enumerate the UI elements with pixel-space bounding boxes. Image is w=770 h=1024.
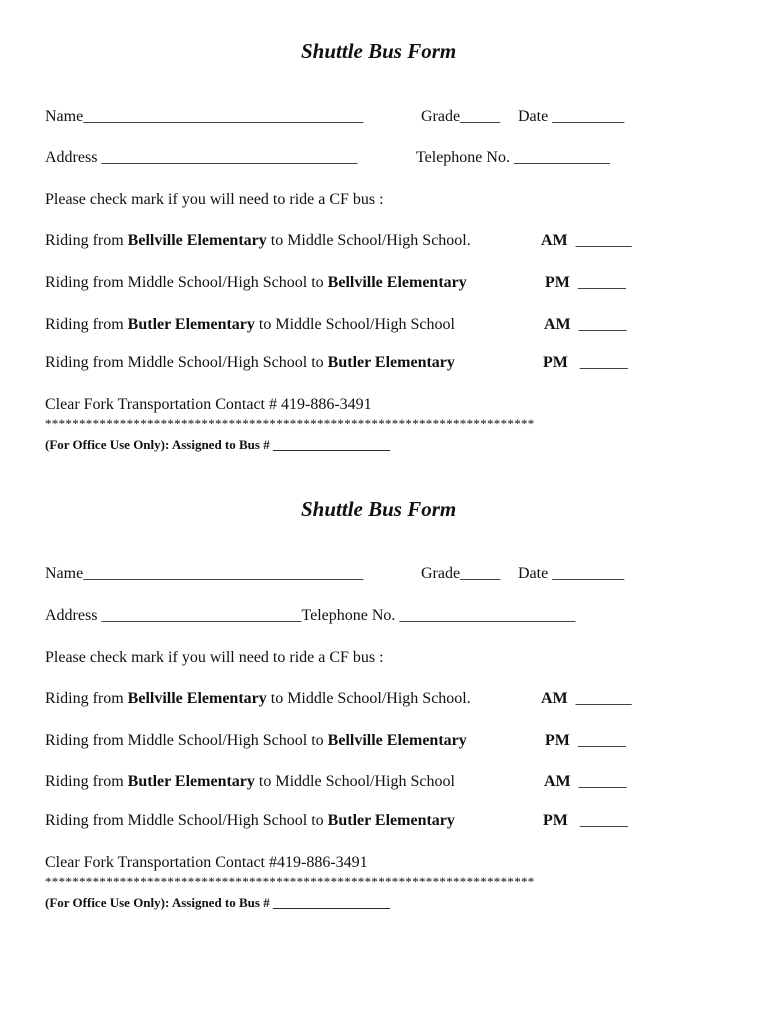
route-option-label: Riding from Butler Elementary to Middle School/High School bbox=[45, 316, 455, 333]
route-option-label: Riding from Middle School/High School to Butler Elementary bbox=[45, 812, 455, 829]
route-checkbox[interactable]: PM ______ bbox=[543, 812, 628, 829]
instruction-text: Please check mark if you will need to ride a CF bus : bbox=[45, 191, 384, 208]
route-checkbox[interactable]: AM ______ bbox=[544, 316, 627, 333]
route-option-label: Riding from Middle School/High School to Bellville Elementary bbox=[45, 274, 467, 291]
form-title: Shuttle Bus Form bbox=[301, 39, 457, 63]
telephone-field[interactable]: Telephone No. ______________________ bbox=[301, 607, 576, 624]
name-field[interactable]: Name___________________________________ bbox=[45, 565, 364, 582]
date-field[interactable]: Date _________ bbox=[518, 565, 625, 582]
address-field[interactable]: Address _________________________Telephone No. ______________________ bbox=[45, 607, 576, 624]
route-option-label: Riding from Bellville Elementary to Middle School/High School. bbox=[45, 232, 471, 249]
separator-line: ************************************************************************ bbox=[45, 874, 535, 889]
name-field[interactable]: Name___________________________________ bbox=[45, 108, 364, 125]
route-option-label: Riding from Butler Elementary to Middle School/High School bbox=[45, 773, 455, 790]
route-checkbox[interactable]: PM ______ bbox=[545, 732, 626, 749]
route-option-label: Riding from Bellville Elementary to Middle School/High School. bbox=[45, 690, 471, 707]
route-checkbox[interactable]: PM ______ bbox=[545, 274, 626, 291]
route-checkbox[interactable]: AM ______ bbox=[544, 773, 627, 790]
grade-field[interactable]: Grade_____ bbox=[421, 108, 501, 125]
transportation-contact: Clear Fork Transportation Contact # 419-886-3491 bbox=[45, 396, 372, 413]
office-use-field: (For Office Use Only): Assigned to Bus # __________________ bbox=[45, 437, 390, 452]
route-checkbox[interactable]: AM _______ bbox=[541, 232, 632, 249]
route-option-label: Riding from Middle School/High School to Bellville Elementary bbox=[45, 732, 467, 749]
instruction-text: Please check mark if you will need to ride a CF bus : bbox=[45, 649, 384, 666]
route-checkbox[interactable]: PM ______ bbox=[543, 354, 628, 371]
date-field[interactable]: Date _________ bbox=[518, 108, 625, 125]
transportation-contact: Clear Fork Transportation Contact #419-886-3491 bbox=[45, 854, 368, 871]
address-field[interactable]: Address ________________________________ bbox=[45, 149, 358, 166]
grade-field[interactable]: Grade_____ bbox=[421, 565, 501, 582]
office-use-field: (For Office Use Only): Assigned to Bus # __________________ bbox=[45, 895, 390, 910]
separator-line: ************************************************************************ bbox=[45, 416, 535, 431]
route-option-label: Riding from Middle School/High School to Butler Elementary bbox=[45, 354, 455, 371]
form-title: Shuttle Bus Form bbox=[301, 497, 457, 521]
route-checkbox[interactable]: AM _______ bbox=[541, 690, 632, 707]
telephone-field[interactable]: Telephone No. ____________ bbox=[416, 149, 610, 166]
